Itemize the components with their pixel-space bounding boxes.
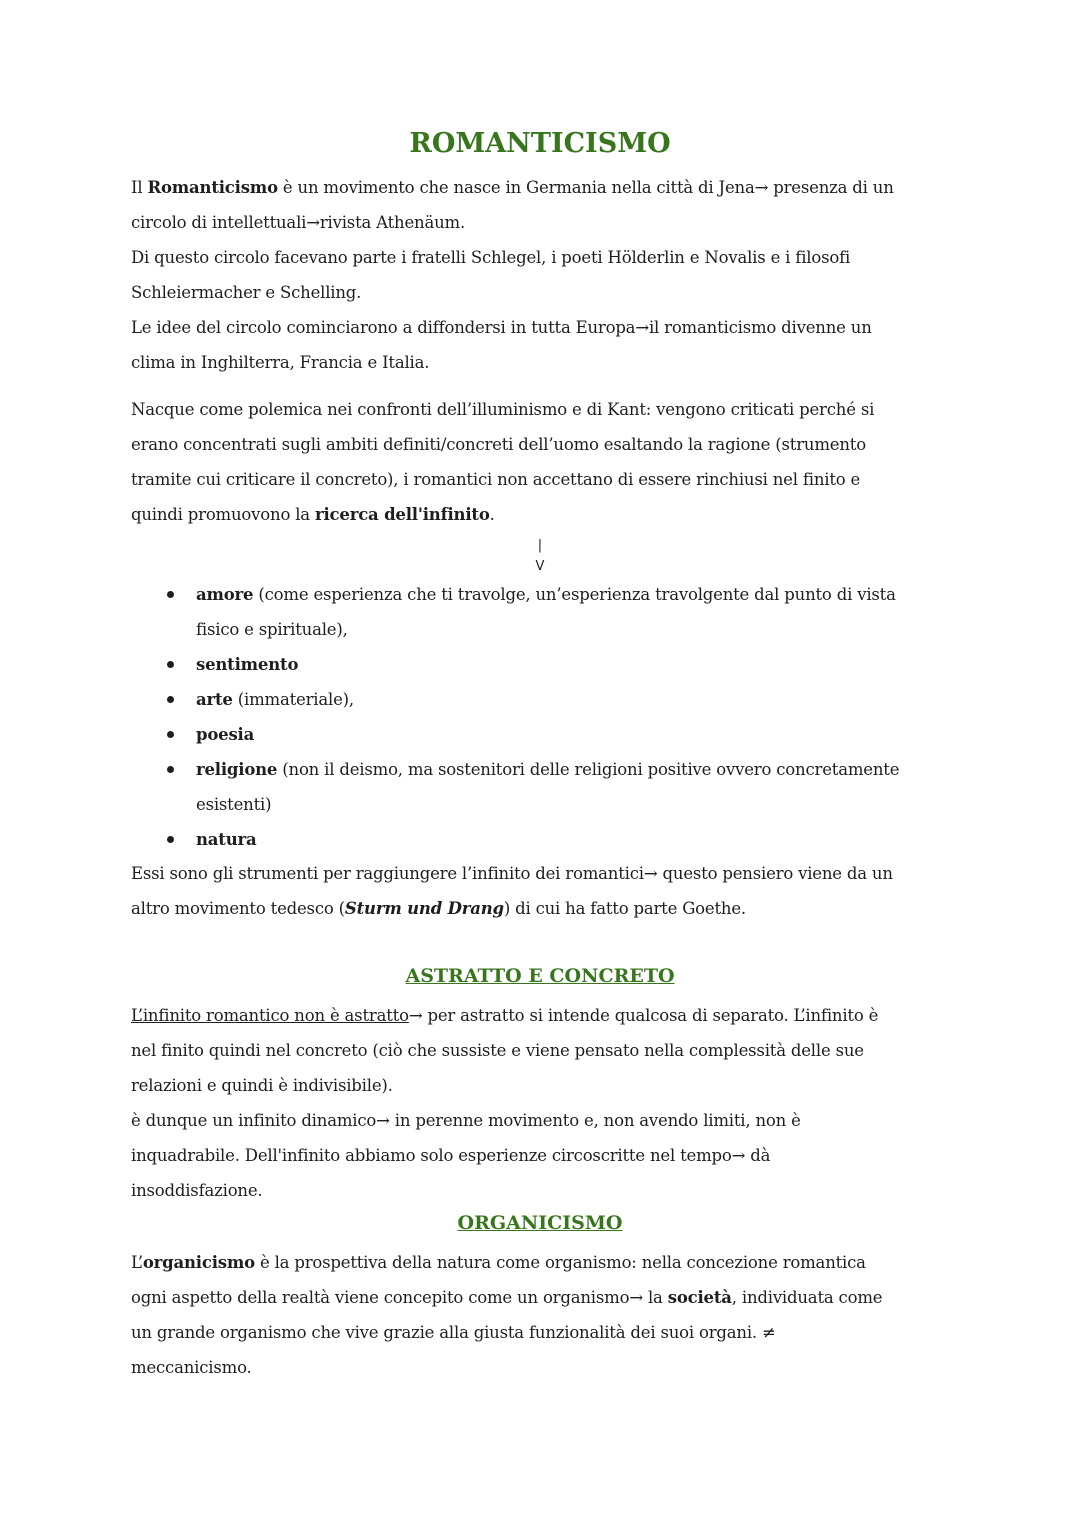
text-line: quindi promuovono la ricerca dell'infinito. [131, 505, 495, 524]
bullet-icon [167, 696, 174, 703]
organicism-paragraph [131, 1245, 951, 1385]
down-arrow-head: V [535, 559, 545, 574]
bold-term: Romanticismo [147, 178, 278, 197]
text-line: L’organicismo è la prospettiva della natura come organismo: nella concezione romantica [131, 1253, 866, 1272]
underlined-phrase: L’infinito romantico non è astratto [131, 1006, 409, 1025]
list-item: natura [162, 822, 962, 857]
bullet-icon [167, 731, 174, 738]
bold-term: ricerca dell'infinito [315, 505, 490, 524]
abstract-paragraph [131, 998, 951, 1208]
bold-term: organicismo [142, 1253, 255, 1272]
text-line: Nacque come polemica nei confronti dell’illuminismo e di Kant: vengono criticati perché si [131, 400, 875, 419]
text-line: clima in Inghilterra, Francia e Italia. [131, 353, 430, 372]
text-line: meccanicismo. [131, 1358, 252, 1377]
list-item: amore (come esperienza che ti travolge, un’esperienza travolgente dal punto di vista fisico e spirituale), [162, 577, 962, 647]
text-line: è dunque un infinito dinamico→ in perenne movimento e, non avendo limiti, non è [131, 1111, 801, 1130]
infinity-means-list [162, 577, 962, 857]
italic-bold-term: Sturm und Drang [344, 899, 504, 918]
bullet-icon [167, 661, 174, 668]
text-line: Di questo circolo facevano parte i fratelli Schlegel, i poeti Hölderlin e Novalis e i filosofi [131, 248, 851, 267]
text-line: insoddisfazione. [131, 1181, 263, 1200]
text-line: un grande organismo che vive grazie alla giusta funzionalità dei suoi organi. ≠ [131, 1323, 776, 1342]
text-line: circolo di intellettuali→rivista Athenäum. [131, 213, 466, 232]
means-paragraph [131, 856, 951, 926]
text-line: Essi sono gli strumenti per raggiungere l’infinito dei romantici→ questo pensiero viene da un [131, 864, 893, 883]
text-line: Le idee del circolo cominciarono a diffondersi in tutta Europa→il romanticismo divenne un [131, 318, 872, 337]
text-line: erano concentrati sugli ambiti definiti/concreti dell’uomo esaltando la ragione (strumento [131, 435, 866, 454]
text-line: ogni aspetto della realtà viene concepito come un organismo→ la società, individuata come [131, 1288, 883, 1307]
text-line: tramite cui criticare il concreto), i romantici non accettano di essere rinchiusi nel finito e [131, 470, 861, 489]
text-line: Il Romanticismo è un movimento che nasce in Germania nella città di Jena→ presenza di un [131, 178, 894, 197]
bullet-icon [167, 836, 174, 843]
text-line: relazioni e quindi è indivisibile). [131, 1076, 393, 1095]
list-item: poesia [162, 717, 962, 752]
down-arrow-bar: | [537, 538, 543, 553]
text-line: L’infinito romantico non è astratto→ per astratto si intende qualcosa di separato. L’infinito è [131, 1006, 879, 1025]
bold-term: società [667, 1288, 732, 1307]
list-item: sentimento [162, 647, 962, 682]
intro-paragraph [131, 170, 951, 380]
list-item: religione (non il deismo, ma sostenitori delle religioni positive ovvero concretamente esistenti) [162, 752, 962, 822]
section-title-organicism: ORGANICISMO [457, 1212, 623, 1234]
text-line: altro movimento tedesco (Sturm und Drang) di cui ha fatto parte Goethe. [131, 899, 746, 918]
text-line: inquadrabile. Dell'infinito abbiamo solo esperienze circoscritte nel tempo→ dà [131, 1146, 771, 1165]
section-title-abstract: ASTRATTO E CONCRETO [405, 965, 675, 987]
page-title: ROMANTICISMO [409, 128, 671, 159]
text-line: Schleiermacher e Schelling. [131, 283, 362, 302]
bullet-icon [167, 591, 174, 598]
bullet-icon [167, 766, 174, 773]
list-item: arte (immateriale), [162, 682, 962, 717]
polemic-paragraph [131, 392, 951, 532]
text-line: nel finito quindi nel concreto (ciò che sussiste e viene pensato nella complessità delle sue [131, 1041, 864, 1060]
